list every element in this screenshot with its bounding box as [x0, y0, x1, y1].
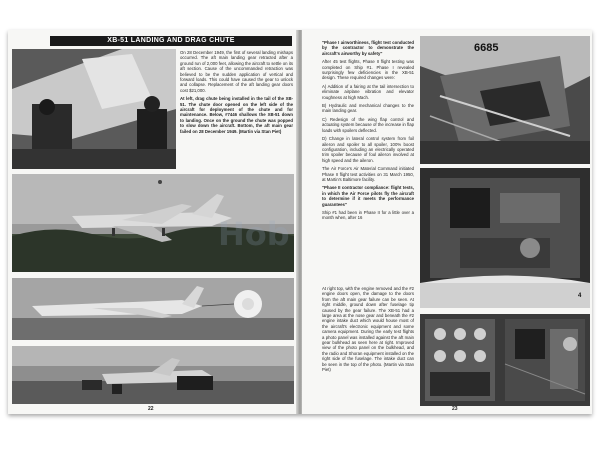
- photo-photo-panel: [420, 314, 590, 406]
- bottom-caption-text: At right top, with the engine removed and the #2 engine doors open, the damage to the doors from the aft main gear failure can be seen. At right middle, ground down after fuselage tip caused by the gear failure. The XB-51 had a large area at the nose gear and beneath the #2 engine intake duct which would house most of the aircraft's electronic equipment and some camera equipment. During the early test flights a photo panel was installed against the aft main gear bulkhead as seen here at right. Improved view of the photo panel on the bulkhead, and the radio and Shoran equipment installed on the right side of the fuselage. The intake duct can be seen in the top of the photo. (Martin via Stan Piet): [322, 286, 414, 373]
- photo-equipment-bay: [420, 168, 590, 308]
- photo-caption: At left, drag chute being installed in the tail of the XB-51. The chute door opened on the left side of the aircraft for deployment of the chute and for maintenance. Below, #7446 shallows the XB-51 down to landing. Once on the ground the chute was popped to slow down the aircraft. Bottom, the aft main gear failed on 28 December 1949. (Martin via Stan Piet): [180, 96, 293, 134]
- left-page-number: 22: [148, 406, 154, 412]
- body-text-column: "Phase I airworthiness, flight test conducted by the contractor to demonstrate the aircraft's airworthy by safety" After 45 test flights, Phase II flight testing was completed on Ship #1. Phase I revealed surprisingly few deficiencies in the XB-51 design. These required changes were: A) Addition of a fairing at the tail intersection to eliminate airplane vibration and elevator roughness at high Mach. B) Hydraulic and mechanical changes to the main landing gear. C) Redesign of the wing flap control and actuating system because of the increase in flap loads with spoilers deflected. D) Change in lateral control system from foil aileron and spoiler to all spoiler, 100% boost configuration, including an electrically operated trim spoiler because of foul aileron involved at high speed and the aileron. The Air Force's Air Material Command initiated Phase II flight test activities on 31 March 1950, at Martin's Baltimore facility. "Phase II contractor compliance: flight tests, in which the Air Force pilots fly the aircraft to determine if it meets the performance guarantees" Ship #1 had been in Phase II for a little over a month when, after 16: [322, 40, 414, 221]
- photo-number-label: 4: [578, 293, 582, 299]
- aircraft-serial-number: 6685: [474, 42, 499, 54]
- photo-chute-deployed: [12, 278, 294, 340]
- intro-text: On 28 December 1949, the first of several landing mishaps occurred. The aft main landing gear retracted after a ground run of 2,000 feet, allowing the aircraft to settle on its aft section. Cause of the uncommanded retraction was believed to be the sudden application of vertical and forward loads. This could have caused the gear to unlock and collapse. Replacement of the aft landing gear doors cost $21,000. At left, drag chute being installed in the tail of the XB-51. The chute door opened on the left side of the aircraft for deployment of the chute and for maintenance. Below, #7446 shallows the XB-51 down to landing. Once on the ground the chute was popped to slow down the aircraft. Bottom, the aft main gear failed on 28 December 1949. (Martin via Stan Piet): [180, 50, 293, 134]
- chapter-title: XB-51 LANDING AND DRAG CHUTE: [50, 36, 292, 46]
- photo-drag-chute-install: [12, 49, 176, 169]
- book-spread: [8, 30, 592, 414]
- photo-gear-failure: [12, 346, 294, 404]
- photo-damaged-doors: [420, 36, 590, 164]
- right-page-number: 23: [452, 406, 458, 412]
- watermark: Hob: [218, 215, 290, 253]
